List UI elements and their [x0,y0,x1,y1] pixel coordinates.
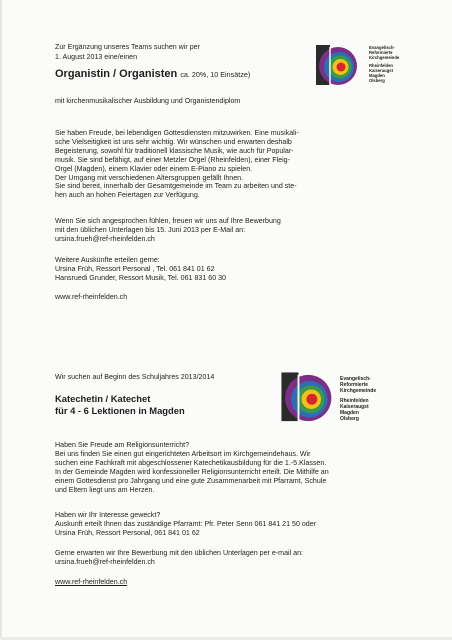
church-logo-icon [314,43,360,89]
info-line: Auskunft erteilt Ihnen das zuständige Pfarramt: Pfr. Peter Senn 061 841 21 50 oder [55,519,317,528]
logo-line: Reformierte [340,382,369,388]
ad2-title-line1: Katechetin / Katechet [55,393,151,404]
logo-line: Magden [340,410,359,416]
info-line: Haben wir Ihr Interesse geweckt? [55,511,161,519]
logo-line: Reformierte [369,50,393,55]
logo-line: Kaiseraugst [340,404,369,410]
ad2-website-link[interactable]: www.ref-rheinfelden.ch [55,578,128,586]
logo-line: Kaiseraugst [369,68,393,73]
ad2-title-line2: für 4 - 6 Lektionen in Magden [55,405,185,416]
body-line: hen auch an hohen Feiertagen zur Verfügung. [55,191,200,200]
info-line: Weitere Auskünfte erteilen gerne: [55,256,160,264]
ad1-body [55,129,299,200]
apply-email[interactable]: ursina.frueh@ref-rheinfelden.ch [55,557,155,566]
body-line: sche Vielseitigkeit ist uns sehr wichtig. Wir wünschen und erwarten deshalb [55,137,292,146]
ad1-subtitle: mit kirchenmusikalischer Ausbildung und Organistendiplom [55,97,241,105]
body-line: einem Gottesdienst pro Jahrgang und eine gute Zusammenarbeit mit Pfarramt, Schule [55,476,327,485]
ad2-intro: Wir suchen auf Beginn des Schuljahres 2013/2014 [55,373,215,381]
body-line: Begeisterung, sowohl für traditionell klassische Musik, wie auch für Popular- [55,146,294,155]
body-line: suchen eine Fachkraft mit abgeschlossener Katechetikausbildung für die 1.-5.Klassen. [55,458,327,467]
apply-line: Wenn Sie sich angesprochen fühlen, freuen wir uns auf Ihre Bewerbung [55,217,281,225]
logo-line: Olsberg [369,78,385,83]
body-line: Sie sind bereit, innerhalb der Gesamtgemeinde im Team zu arbeiten und ste- [55,182,297,191]
ad2-apply [55,549,303,567]
ad2-body [55,441,329,494]
church-logo-2-text [340,376,376,422]
body-line: Orgel (Magden), einem Klavier oder einem E-Piano zu spielen. [55,164,253,173]
ad1-apply [55,217,281,244]
apply-line: mit den üblichen Unterlagen bis 15. Juni 2013 per E-Mail an: [55,225,246,234]
body-line: Bei uns finden Sie einen gut eingerichteten Arbeitsort im Kirchgemeindehaus. Wir [55,449,311,458]
info-line: Ursina Früh, Ressort Personal , Tel. 061 841 01 62 [55,264,215,273]
scan-edge-left [0,0,2,640]
ad1-title-text: Organistin / Organisten [55,68,178,80]
logo-line: Evangelisch- [340,376,371,382]
ad1-website-link[interactable]: www.ref-rheinfelden.ch [55,293,128,301]
apply-line: Gerne erwarten wir Ihre Bewerbung mit den üblichen Unterlagen per e-mail an: [55,549,304,557]
ad1-info [55,256,226,283]
apply-email[interactable]: ursina.frueh@ref-rheinfelden.ch [55,234,155,243]
logo-line: Kirchgemeinde [340,388,377,394]
logo-line: Magden [369,73,385,78]
info-line: Ursina Früh, Ressort Personal, 061 841 01 62 [55,528,200,537]
body-line: musik. Sie sind befähigt, auf einer Metzler Orgel (Rheinfelden), einer Fleig- [55,155,290,164]
logo-line: Olsberg [340,416,359,422]
logo-line: Rheinfelden [340,398,369,404]
ad1-title-detail: ca. 20%, 10 Einsätze) [180,70,251,79]
church-logo-1-text [369,45,399,83]
ad1-intro-line2: 1. August 2013 eine/einen [55,53,138,61]
ad2-info [55,511,316,538]
body-line: In der Gemeinde Magden wird konfessioneller Religionsunterricht erteilt. Die Mithilfe an [55,467,329,476]
body-line: und Eltern liegt uns am Herzen. [55,485,155,494]
logo-line: Kirchgemeinde [369,55,400,60]
ad1-title [55,68,250,81]
body-line: Sie haben Freude, bei lebendigen Gottesdiensten mitzuwirken. Eine musikali- [55,129,299,137]
church-logo-2 [279,370,335,431]
info-line: Hansruedi Grunder, Ressort Musik, Tel. 061 831 60 30 [55,273,227,282]
logo-line: Rheinfelden [369,63,393,68]
body-line: Haben Sie Freude am Religionsunterricht? [55,441,190,449]
ad1-intro-line1: Zur Ergänzung unseres Teams suchen wir per [55,43,200,51]
church-logo-1 [314,43,360,94]
church-logo-icon [279,370,335,426]
logo-line: Evangelisch- [369,45,395,50]
body-line: Der Umgang mit verschiedenen Altersgruppen gefällt Ihnen. [55,173,244,182]
